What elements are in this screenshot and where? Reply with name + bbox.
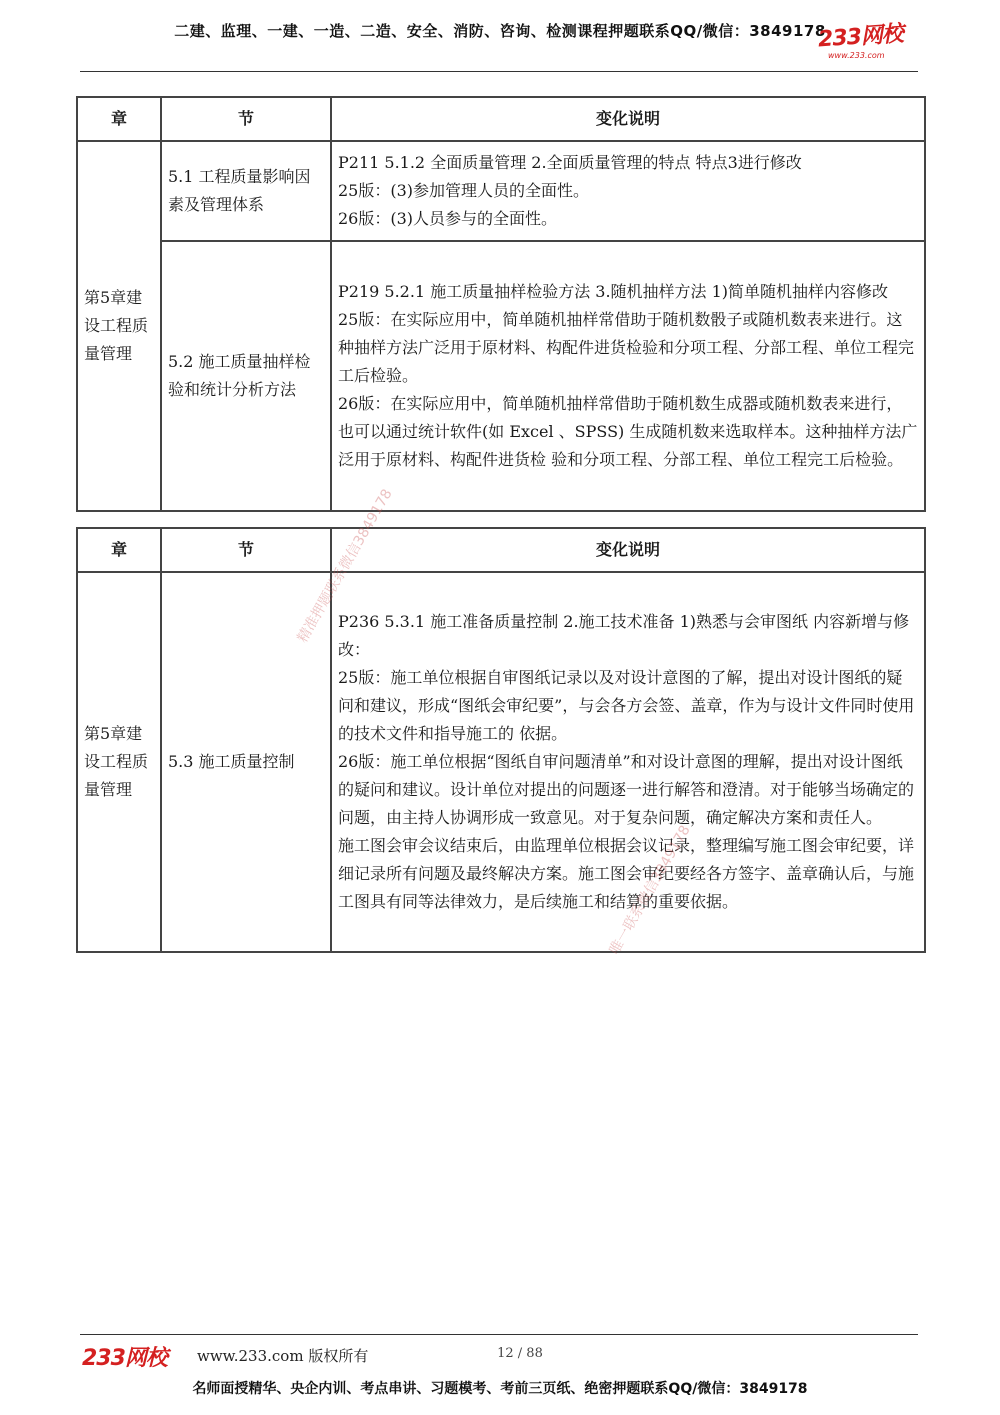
- description-cell: [331, 572, 925, 952]
- table-row: [77, 141, 925, 241]
- description-line: 施工图会审会议结束后，由监理单位根据会议记录，整理编写施工图会审纪要，详细记录所有问题及最终解决方案。施工图会审纪要经各方签字、盖章确认后，与施工图具有同等法律效力，是后续施工和结算的重要依据。: [338, 836, 915, 911]
- watermark: 精准押题联系微信3849178: [294, 486, 396, 646]
- description-line: 25版：(3)参加管理人员的全面性。: [338, 181, 590, 200]
- description-line: P219 5.2.1 施工质量抽样检验方法 3.随机抽样方法 1)简单随机抽样内容修改: [338, 282, 889, 301]
- brand-logo: 233网校: [817, 21, 904, 53]
- header-chapter: 章: [77, 97, 161, 141]
- section-cell: 5.1 工程质量影响因素及管理体系: [161, 141, 331, 241]
- description-line: 26版：(3)人员参与的全面性。: [338, 209, 558, 228]
- description-line: 25版：在实际应用中，简单随机抽样常借助于随机数骰子或随机数表来进行。这种抽样方法广泛用于原材料、构配件进货检验和分项工程、分部工程、单位工程完工后检验。: [338, 310, 915, 385]
- table-row: [77, 572, 925, 952]
- header-description: 变化说明: [331, 528, 925, 572]
- change-table-1: [76, 96, 926, 512]
- description-line: 26版：在实际应用中，简单随机抽样常借助于随机数生成器或随机数表来进行，也可以通过统计软件(如 Excel 、SPSS) 生成随机数来选取样本。这种抽样方法广泛用于原材料、构配件进货检 验和分项工程、分部工程、单位工程完工后检验。: [338, 394, 918, 469]
- header-section: 节: [161, 528, 331, 572]
- chapter-cell: 第5章建设工程质量管理: [77, 141, 161, 511]
- page-number: 12 / 88: [497, 1346, 543, 1361]
- footer-divider: [80, 1334, 918, 1335]
- header-text: 二建、监理、一建、一造、二造、安全、消防、咨询、检测课程押题联系QQ/微信：3849178: [174, 22, 826, 40]
- description-line: 25版：施工单位根据自审图纸记录以及对设计意图的了解，提出对设计图纸的疑问和建议，形成“图纸会审纪要”，与会各方会签、盖章，作为与设计文件同时使用的技术文件和指导施工的 依据。: [338, 668, 915, 743]
- footer-text: 名师面授精华、央企内训、考点串讲、习题模考、考前三页纸、绝密押题联系QQ/微信：3849178: [192, 1381, 808, 1397]
- change-table-2: [76, 527, 926, 953]
- header-description: 变化说明: [331, 97, 925, 141]
- section-cell: 5.3 施工质量控制: [161, 572, 331, 952]
- footer-site: www.233.com 版权所有: [197, 1347, 369, 1365]
- section-cell: 5.2 施工质量抽样检验和统计分析方法: [161, 241, 331, 511]
- header-chapter: 章: [77, 528, 161, 572]
- brand-logo-url: www.233.com: [828, 51, 885, 60]
- description-cell: [331, 241, 925, 511]
- header-divider: [80, 71, 918, 72]
- header-section: 节: [161, 97, 331, 141]
- description-line: P236 5.3.1 施工准备质量控制 2.施工技术准备 1)熟悉与会审图纸 内容新增与修改：: [338, 612, 910, 659]
- table-row: [77, 241, 925, 511]
- description-line: 26版：施工单位根据“图纸自审问题清单”和对设计意图的理解，提出对设计图纸的疑问和建议。设计单位对提出的问题逐一进行解答和澄清。对于能够当场确定的问题，由主持人协调形成一致意见。对于复杂问题，确定解决方案和责任人。: [338, 752, 915, 827]
- description-line: P211 5.1.2 全面质量管理 2.全面质量管理的特点 特点3进行修改: [338, 153, 802, 172]
- watermark: 唯一联系微信3849178: [606, 822, 694, 958]
- chapter-cell: 第5章建设工程质量管理: [77, 572, 161, 952]
- description-cell: [331, 141, 925, 241]
- footer-logo: 233网校: [82, 1346, 167, 1371]
